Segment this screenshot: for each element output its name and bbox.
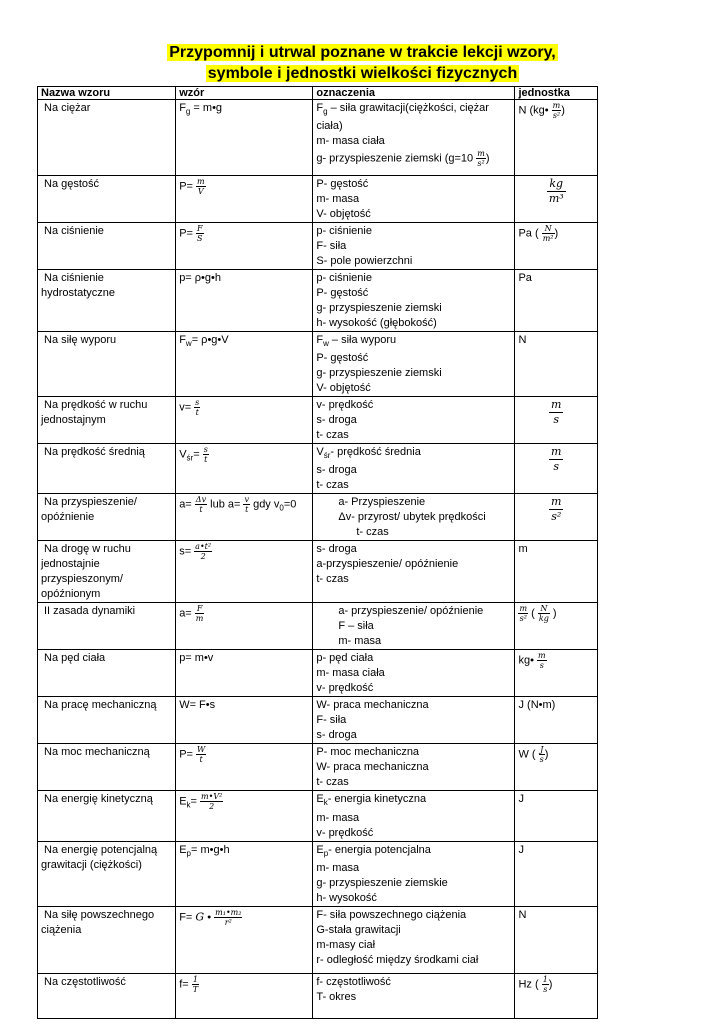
row-unit: Hz ( $\frac{1}{s}$ ) bbox=[515, 973, 598, 1018]
table-row bbox=[38, 223, 598, 270]
row-name: Na ciężar bbox=[38, 100, 176, 176]
table-header-row bbox=[38, 87, 598, 100]
row-name: Na pęd ciała bbox=[38, 650, 176, 697]
row-formula: $F_w=$ ρ•g•V bbox=[176, 332, 313, 397]
header-unit: jednostka bbox=[515, 87, 598, 100]
row-unit: J bbox=[515, 841, 598, 906]
table-row bbox=[38, 650, 598, 697]
row-notes: W- praca mechaniczna F- siła s- droga bbox=[313, 697, 515, 744]
row-formula: W= F•s bbox=[176, 697, 313, 744]
row-unit: N bbox=[515, 332, 598, 397]
title-line-2: symbole i jednostki wielkości fizycznych bbox=[207, 65, 518, 82]
row-unit: J (N•m) bbox=[515, 697, 598, 744]
row-formula: F= G • $\frac{\text{m₁•m₂}}{\text{r²}}$ bbox=[176, 906, 313, 973]
row-formula: s= $\frac{\text{a•t²}}{2}$ bbox=[176, 541, 313, 603]
row-notes: p- ciśnienie F- siła S- pole powierzchni bbox=[313, 223, 515, 270]
row-notes: P- moc mechaniczna W- praca mechaniczna t- czas bbox=[313, 744, 515, 791]
row-formula: P= $\frac{W}{t}$ bbox=[176, 744, 313, 791]
title-line-1: Przypomnij i utrwal poznane w trakcie lekcji wzory, bbox=[169, 44, 556, 61]
row-formula: P= $\frac{m}{V}$ bbox=[176, 176, 313, 223]
table-row bbox=[38, 176, 598, 223]
row-formula: $E_k=$ $\frac{\text{m•V²}}{2}$ bbox=[176, 791, 313, 841]
row-notes: p- ciśnienie P- gęstość g- przyspieszenie ziemski h- wysokość (głębokość) bbox=[313, 270, 515, 332]
table-row bbox=[38, 697, 598, 744]
row-unit: W ( $\frac{J}{s}$ ) bbox=[515, 744, 598, 791]
row-unit: kg• $\frac{m}{s}$ bbox=[515, 650, 598, 697]
row-unit: Pa bbox=[515, 270, 598, 332]
table-row bbox=[38, 841, 598, 906]
row-formula: $F_g$ = m•g bbox=[176, 100, 313, 176]
row-unit: $\frac{m}{s}$ bbox=[515, 444, 598, 494]
row-formula: p= ρ•g•h bbox=[176, 270, 313, 332]
table-row bbox=[38, 494, 598, 541]
table-row bbox=[38, 973, 598, 1018]
row-name: Na prędkość średnią bbox=[38, 444, 176, 494]
table-row bbox=[38, 541, 598, 603]
table-row bbox=[38, 270, 598, 332]
row-notes: F- siła powszechnego ciążenia G-stała grawitacji m-masy ciał r- odległość między środkami ciał bbox=[313, 906, 515, 973]
row-unit: $\frac{kg}{\text{m³}}$ bbox=[515, 176, 598, 223]
header-notes: oznaczenia bbox=[313, 87, 515, 100]
row-formula: f= $\frac{1}{T}$ bbox=[176, 973, 313, 1018]
row-notes: a- przyspieszenie/ opóźnienie F – siła m- masa bbox=[313, 603, 515, 650]
row-unit: m bbox=[515, 541, 598, 603]
row-unit: N (kg• $\frac{m}{\text{s²}}$ ) bbox=[515, 100, 598, 176]
table-row bbox=[38, 744, 598, 791]
page-title bbox=[0, 42, 725, 84]
row-notes: P- gęstość m- masa V- objętość bbox=[313, 176, 515, 223]
row-formula: a= $\frac{F}{m}$ bbox=[176, 603, 313, 650]
table-row bbox=[38, 397, 598, 444]
row-unit: $\frac{m}{\text{s²}}$ bbox=[515, 494, 598, 541]
table-row bbox=[38, 332, 598, 397]
row-notes: a- Przyspieszenie Δv- przyrost/ ubytek prędkości t- czas bbox=[313, 494, 515, 541]
row-notes: $E_p-$ energia potencjalna m- masa g- przyspieszenie ziemskie h- wysokość bbox=[313, 841, 515, 906]
row-unit: $\frac{m}{s}$ bbox=[515, 397, 598, 444]
row-unit: N bbox=[515, 906, 598, 973]
row-notes: p- pęd ciała m- masa ciała v- prędkość bbox=[313, 650, 515, 697]
row-name: Na siłę powszechnego ciążenia bbox=[38, 906, 176, 973]
row-formula: a= $\frac{\Delta v}{t}$ lub a= $\frac{v}{t}$ gdy $v_0=0$ bbox=[176, 494, 313, 541]
header-name: Nazwa wzoru bbox=[38, 87, 176, 100]
row-formula: $V_{śr}=$ $\frac{s}{t}$ bbox=[176, 444, 313, 494]
row-notes: $F_g$ – siła grawitacji(ciężkości, ciężar ciała) m- masa ciała g- przyspieszenie ziemski (g=10 $\frac{m}{\text{s²}}$ ) bbox=[313, 100, 515, 176]
row-formula: $E_p=$ m•g•h bbox=[176, 841, 313, 906]
table-row bbox=[38, 100, 598, 176]
table-row bbox=[38, 791, 598, 841]
row-name: Na ciśnienie hydrostatyczne bbox=[38, 270, 176, 332]
row-name: Na drogę w ruchu jednostajnie przyspieszonym/ opóźnionym bbox=[38, 541, 176, 603]
row-name: Na pracę mechaniczną bbox=[38, 697, 176, 744]
formula-table bbox=[37, 86, 598, 1019]
row-notes: $F_w$ – siła wyporu P- gęstość g- przyspieszenie ziemski V- objętość bbox=[313, 332, 515, 397]
row-name: Na energię kinetyczną bbox=[38, 791, 176, 841]
row-unit: J bbox=[515, 791, 598, 841]
row-notes: v- prędkość s- droga t- czas bbox=[313, 397, 515, 444]
row-formula: P= $\frac{F}{S}$ bbox=[176, 223, 313, 270]
row-unit: Pa ( $\frac{N}{\text{m²}}$ ) bbox=[515, 223, 598, 270]
row-name: Na prędkość w ruchu jednostajnym bbox=[38, 397, 176, 444]
row-name: Na energię potencjalną grawitacji (ciężkości) bbox=[38, 841, 176, 906]
row-name: Na gęstość bbox=[38, 176, 176, 223]
row-name: Na przyspieszenie/ opóźnienie bbox=[38, 494, 176, 541]
row-name: Na moc mechaniczną bbox=[38, 744, 176, 791]
header-formula: wzór bbox=[176, 87, 313, 100]
row-unit: $\frac{m}{\text{s²}}$ ( $\frac{N}{kg}$ ) bbox=[515, 603, 598, 650]
row-formula: p= m•v bbox=[176, 650, 313, 697]
table-row bbox=[38, 444, 598, 494]
row-notes: s- droga a-przyspieszenie/ opóźnienie t- czas bbox=[313, 541, 515, 603]
row-notes: f- częstotliwość T- okres bbox=[313, 973, 515, 1018]
table-row bbox=[38, 906, 598, 973]
row-name: Na siłę wyporu bbox=[38, 332, 176, 397]
row-name: Na częstotliwość bbox=[38, 973, 176, 1018]
row-name: II zasada dynamiki bbox=[38, 603, 176, 650]
row-formula: v= $\frac{s}{t}$ bbox=[176, 397, 313, 444]
row-notes: $E_k-$ energia kinetyczna m- masa v- prędkość bbox=[313, 791, 515, 841]
row-name: Na ciśnienie bbox=[38, 223, 176, 270]
table-row bbox=[38, 603, 598, 650]
row-notes: $V_{śr}-$ prędkość średnia s- droga t- czas bbox=[313, 444, 515, 494]
